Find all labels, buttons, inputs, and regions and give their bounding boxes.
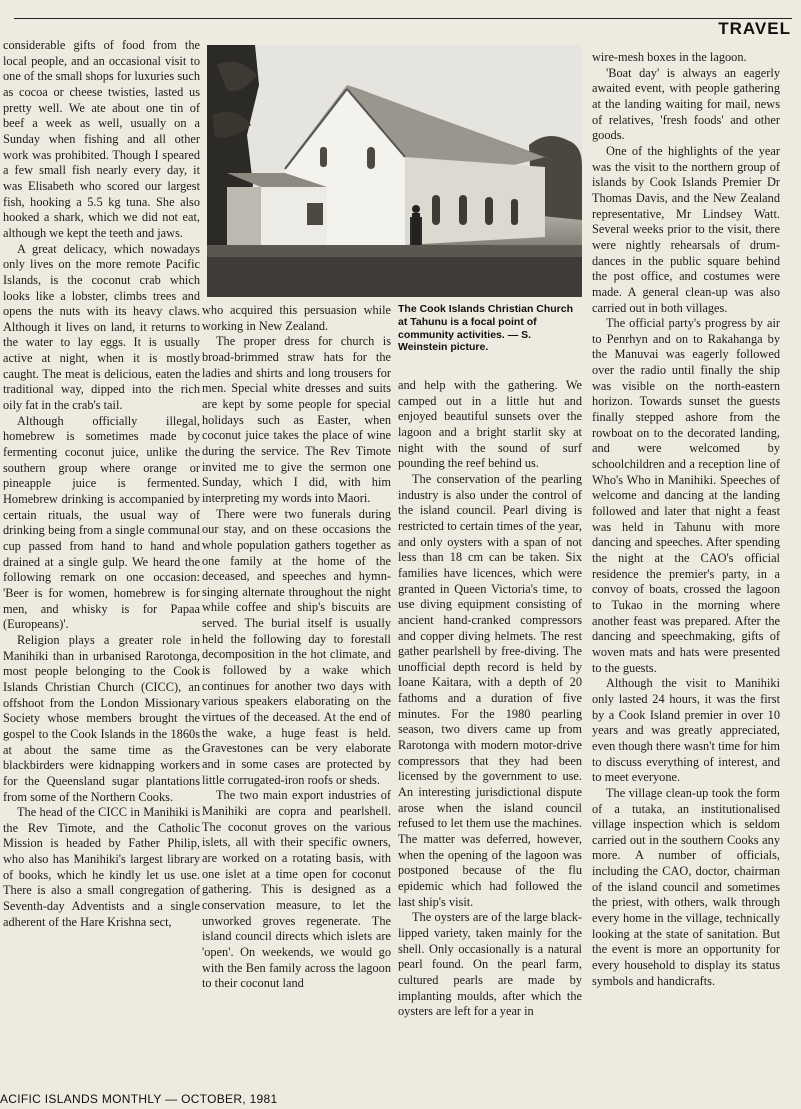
article-column-4 bbox=[592, 50, 780, 1090]
paragraph: The conservation of the pearling industry is also under the control of the island council. Pearl diving is restricted to certain times of the year, and only oysters with a span of not less than 18 cm can be taken. Six families have licences, which were granted in Queen Victoria's time, to use diving equipment consisting of ancient hand-cranked compressors and copper diving helmets. The rest gather pearlshell by free-diving. The unofficial depth record is held by Ioane Kaitara, with a depth of 20 fathoms and a duration of five minutes. For the 1980 pearling season, two divers came up from Rarotonga with modern motor-drive compressors that they had been licensed by the government to use. An interesting jurisdictional dispute arose when the island council refused to let them use the machines. The matter was deferred, however, when the opening of the lagoon was postponed because of the flu epidemic which had followed the last ship's visit. bbox=[398, 471, 582, 909]
footer-publication-line: ACIFIC ISLANDS MONTHLY — OCTOBER, 1981 bbox=[0, 1092, 278, 1106]
photo-caption: The Cook Islands Christian Church at Tahunu is a focal point of community activities. — S. Weinstein picture. bbox=[398, 303, 574, 354]
section-label: TRAVEL bbox=[718, 19, 791, 38]
paragraph: A great delicacy, which nowadays only lives on the more remote Pacific Islands, is the coconut crab which looks like a lobster, climbs trees and opens the nuts with its heavy claws. Although it lives on land, it returns to the water to lay eggs. It is usually active at night, when it is mostly caught. The meat is delicious, eaten the traditional way, dipped into the rich oily fat in the crab's tail. bbox=[3, 241, 200, 413]
paragraph: The official party's progress by air to Penrhyn and on to Rakahanga by the Manuvai was eagerly followed over the radio until finally the ship was visible on the north-eastern horizon. Towards sunset the guests finally stepped ashore from the rowboat on to the decorated landing, and were welcomed by schoolchildren and a reception line of Who's Who in Manihiki. Speeches of welcome and dancing at the landing followed and later that night a feast was held in Tahunu with more dancing and speeches. After spending the night at the CAO's official residence the premier's party, in a convoy of boats, crossed the lagoon to Tukao in the morning where another feast was prepared. After the dancing and speechmaking, gifts of woven mats and hats were presented to the guests. bbox=[592, 316, 780, 675]
header-rule bbox=[14, 18, 792, 19]
paragraph: The village clean-up took the form of a tutaka, an institutionalised village inspection which is seldom carried out in the southern Cooks any more. A number of officials, including the CAO, doctor, chairman of the island council and sometimes the priest, with others, walk through every home in the village, technically looking at the state of sanitation. But the event is more an opportunity for every household to display its status symbols and handicrafts. bbox=[592, 785, 780, 988]
paragraph: The head of the CICC in Manihiki is the Rev Timote, and the Catholic Mission is headed by Father Philip, who also has Manihiki's largest library of books, which he kindly let us use. There is also a small congregation of Seventh-day Adventists and a single adherent of the Hare Krishna sect, bbox=[3, 805, 200, 929]
article-column-1 bbox=[0, 38, 200, 1086]
article-column-2 bbox=[202, 303, 391, 1085]
paragraph: considerable gifts of food from the local people, and an occasional visit to one of the small shops for luxuries such as cocoa or cheese twisties, lasted us pretty well. We ate about one tin of beef a week as well, usually on a Sunday when fishing and all other work was prohibited. Though I speared a few small fish nearly every day, it was Elisabeth who scored our largest fish, hooking a 5.5 kg tuna. She also hooked a shark, which we did not eat, although we kept the teeth and jaws. bbox=[3, 38, 200, 240]
paragraph: 'Boat day' is always an eagerly awaited event, with people gathering at the landing waiting for mail, news of relatives, 'fresh foods' and other goods. bbox=[592, 65, 780, 143]
paragraph: who acquired this persuasion while working in New Zealand. bbox=[202, 303, 391, 333]
paragraph: The oysters are of the large black-lipped variety, taken mainly for the shell. Only occasionally is a natural pearl found. On the pearl farm, cultured pearls are made by implanting moulds, after which the oysters are left for a year in bbox=[398, 910, 582, 1019]
paragraph: Although the visit to Manihiki only lasted 24 hours, it was the first by a Cook Island premier in over 10 years and was greatly appreciated, even though there wasn't time for him to discuss everything of interest, and to meet everyone. bbox=[592, 676, 780, 785]
paragraph: wire-mesh boxes in the lagoon. bbox=[592, 50, 747, 64]
article-column-3 bbox=[398, 378, 582, 1084]
paragraph: There were two funerals during our stay, and on these occasions the whole population gathers together as one family at the home of the deceased, and speeches and hymn-singing alternate throughout the night while coffee and ship's biscuits are served. The burial itself is usually held the following day to forestall decomposition in the hot climate, and is followed by a wake which continues for another two days with various speakers elaborating on the virtues of the deceased. At the end of the wake, a huge feast is held. Gravestones can be very elaborate and in some cases are protected by little corrugated-iron roofs or sheds. bbox=[202, 506, 391, 787]
paragraph: The two main export industries of Manihiki are copra and pearlshell. The coconut groves on the various islets, all with their specific owners, are worked on a rotating basis, with one islet at a time open for coconut gathering. This is designed as a conservation measure, to let the unworked groves regenerate. The island council directs which islets are 'open'. On weekends, we would go with the Ben family across the lagoon to their coconut land bbox=[202, 788, 391, 991]
paragraph: Religion plays a greater role in Manihiki than in urbanised Rarotonga, most people belonging to the Cook Islands Christian Church (CICC), an offshoot from the London Missionary Society whose members brought the gospel to the Cook Islands in the 1860s at about the same time as the blackbirders were kidnapping workers for the Queensland sugar plantations from some of the Northern Cooks. bbox=[3, 632, 200, 804]
paragraph: One of the highlights of the year was the visit to the northern group of islands by Cook Islands Premier Dr Thomas Davis, and the New Zealand representative, Mr Lindsey Watt. Several weeks prior to the visit, there were nightly rehearsals of drum-dances in the public square behind the post office, and costumes were made. A general clean-up was also carried out in both villages. bbox=[592, 143, 780, 315]
paragraph: and help with the gathering. We camped out in a little hut and enjoyed beautiful sunsets over the lagoon and a bright starlit sky at night with the sound of surf pounding the reef behind us. bbox=[398, 378, 582, 471]
paragraph: Although officially illegal, homebrew is sometimes made by fermenting coconut juice, unlike the southern group where orange or pineapple juice is fermented. Homebrew drinking is accompanied by certain rituals, the usual way of drinking being from a single communal cup passed from hand to hand and drained at a single gulp. We heard the following remark on one occasion: 'Beer is for women, homebrew is for men, and whisky is for Papaa (Europeans)'. bbox=[3, 413, 200, 632]
paragraph: The proper dress for church is broad-brimmed straw hats for the ladies and shirts and long trousers for men. Special white dresses and suits are kept by some people for special holidays such as Easter, when coconut juice takes the place of wine during the service. The Rev Timote invited me to give the sermon one Sunday, which I did, with him interpreting my words into Maori. bbox=[202, 334, 391, 505]
church-photo bbox=[207, 45, 582, 297]
